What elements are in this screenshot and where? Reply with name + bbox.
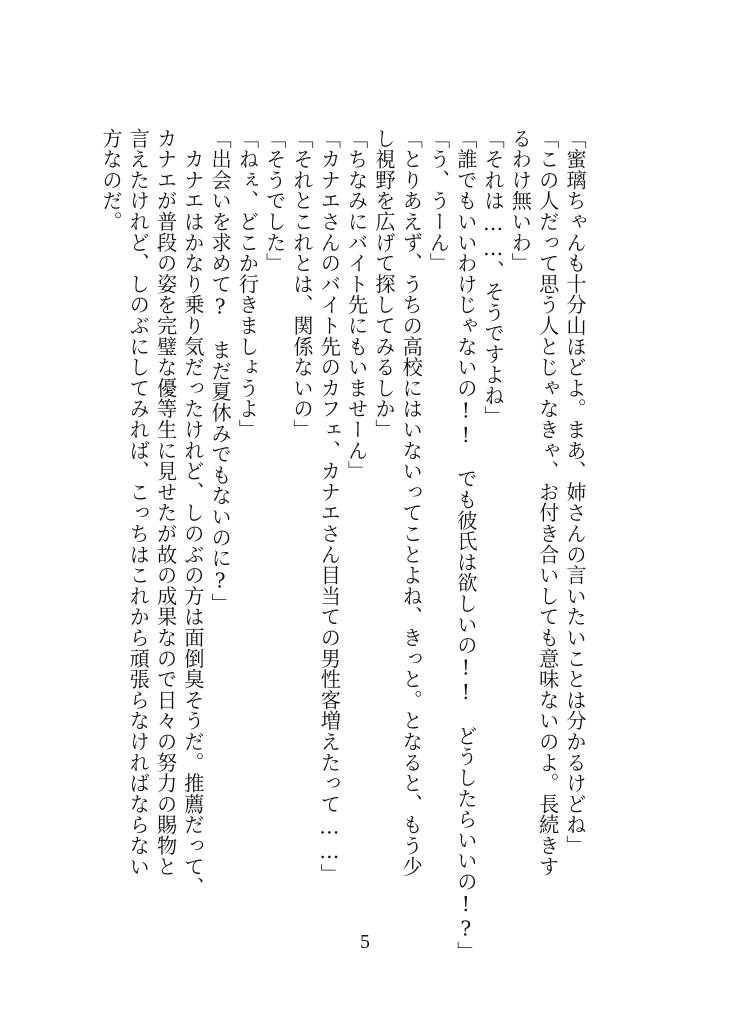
page-number: 5: [360, 931, 370, 953]
text-line: 方なのだ。: [98, 128, 123, 232]
text-line: 「それとこれとは、関係ないの」: [290, 128, 315, 440]
text-line: るわけ無いわ」: [508, 128, 533, 274]
text-line: 「とりあえず、うちの高校にはいないってことよね、きっと。となると、もう少: [399, 128, 424, 877]
text-line: 「蜜璃ちゃんも十分山ほどよ。まあ、姉さんの言いたいことは分かるけどね」: [563, 128, 587, 856]
text-line: 「ねぇ、どこか行きましょうよ」: [235, 128, 260, 440]
text-line: カナエはかなり乗り気だったけれど、しのぶの方は面倒臭そうだ。推薦だって、: [180, 128, 205, 898]
text-line: 「それは……、そうですよね」: [481, 128, 506, 427]
text-line: 「誰でもいいわけじゃないの!! でも彼氏は欲しいの!! どうしたらいいの!?」: [453, 128, 478, 962]
text-line: し視野を広げて探してみるしか」: [371, 128, 396, 440]
text-line: 「う、うーん」: [426, 128, 451, 274]
vertical-text-body: [97, 128, 588, 962]
text-line: 言えたけれど、しのぶにしてみれば、こっちはこれから頑張らなければならない: [126, 128, 151, 877]
text-line: 「カナエさんのバイト先のカフェ、カナエさん目当ての男性客増えたって……」: [317, 128, 342, 885]
text-line: 「ちなみにバイト先にもいませーん」: [344, 128, 369, 482]
text-line: 「出会いを求めて? まだ夏休みでもないのに?」: [208, 128, 233, 614]
text-line: カナエが普段の姿を完璧な優等生に見せたが故の成果なので日々の努力の賜物と: [153, 128, 178, 877]
text-line: 「そうでした」: [262, 128, 287, 274]
text-line: 「この人だって思う人とじゃなきゃ、お付き合いしても意味ないのよ。長続きす: [535, 128, 560, 877]
